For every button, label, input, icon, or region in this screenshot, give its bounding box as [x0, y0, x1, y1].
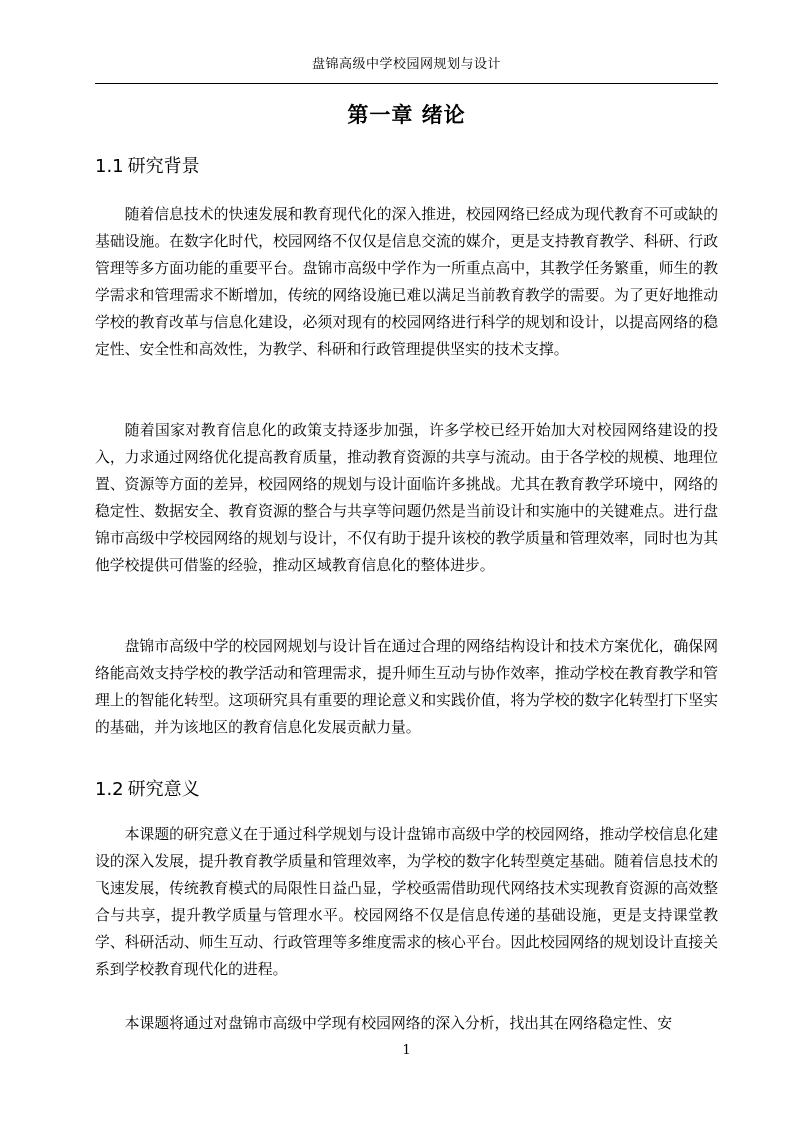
paragraph: 本课题将通过对盘锦市高级中学现有校园网络的深入分析，找出其在网络稳定性、安: [124, 1015, 673, 1032]
chapter-title: 第一章 绪论: [347, 103, 466, 127]
paragraph: 盘锦市高级中学的校园网规划与设计旨在通过合理的网络结构设计和技术方案优化，确保网络能高效支持学校的教学活动和管理需求，提升师生互动与协作效率，推动学校在教育教学和管理上的智能化转型。这项研究具有重要的理论意义和实践价值，将为学校的数字化转型打下坚实的基础，并为该地区的教育信息化发展贡献力量。: [95, 638, 718, 736]
running-header: 盘锦高级中学校园网规划与设计: [311, 57, 501, 72]
page-number: 1: [402, 1043, 411, 1058]
section-title: 研究意义: [127, 779, 200, 800]
section-heading-1-1: [95, 154, 718, 180]
section-title: 研究背景: [127, 156, 200, 177]
section-number: 1.1: [95, 156, 124, 177]
section-heading-1-2: [95, 777, 718, 803]
section-number: 1.2: [95, 779, 124, 800]
paragraph: 本课题的研究意义在于通过科学规划与设计盘锦市高级中学的校园网络，推动学校信息化建设的深入发展，提升教育教学质量和管理效率，为学校的数字化转型奠定基础。随着信息技术的飞速发展，传统教育模式的局限性日益凸显，学校亟需借助现代网络技术实现教育资源的高效整合与共享，提升教学质量与管理水平。校园网络不仅是信息传递的基础设施，更是支持课堂教学、科研活动、师生互动、行政管理等多维度需求的核心平台。因此校园网络的规划设计直接关系到学校教育现代化的进程。: [95, 826, 718, 978]
paragraph: 随着国家对教育信息化的政策支持逐步加强，许多学校已经开始加大对校园网络建设的投入，力求通过网络优化提高教育质量，推动教育资源的共享与流动。由于各学校的规模、地理位置、资源等方面的差异，校园网络的规划与设计面临许多挑战。尤其在教育教学环境中，网络的稳定性、数据安全、教育资源的整合与共享等问题仍然是当前设计和实施中的关键难点。进行盘锦市高级中学校园网络的规划与设计，不仅有助于提升该校的教学质量和管理效率，同时也为其他学校提供可借鉴的经验，推动区域教育信息化的整体进步。: [95, 422, 718, 574]
paragraph: 随着信息技术的快速发展和教育现代化的深入推进，校园网络已经成为现代教育不可或缺的基础设施。在数字化时代，校园网络不仅仅是信息交流的媒介，更是支持教育教学、科研、行政管理等多方面功能的重要平台。盘锦市高级中学作为一所重点高中，其教学任务繁重，师生的教学需求和管理需求不断增加，传统的网络设施已难以满足当前教育教学的需要。为了更好地推动学校的教育改革与信息化建设，必须对现有的校园网络进行科学的规划和设计，以提高网络的稳定性、安全性和高效性，为教学、科研和行政管理提供坚实的技术支撑。: [95, 206, 718, 358]
header-rule: [95, 83, 718, 84]
